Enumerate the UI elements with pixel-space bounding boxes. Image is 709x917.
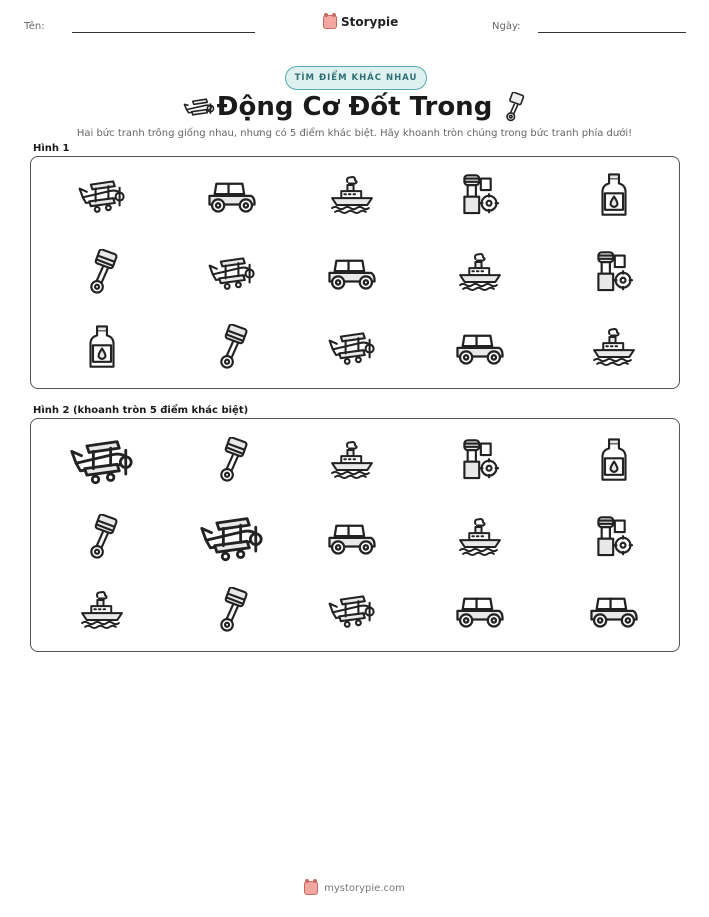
instructions: Hai bức tranh trông giống nhau, nhưng có 5 điểm khác biệt. Hãy khoanh tròn chúng trong bức tranh phía dưới! [76, 128, 633, 139]
car-icon[interactable] [206, 175, 258, 215]
piston-icon[interactable] [214, 437, 250, 483]
boat-icon[interactable] [591, 327, 637, 367]
airplane-icon[interactable] [69, 433, 135, 487]
brand-logo [323, 15, 398, 29]
boat-icon[interactable] [457, 517, 503, 557]
engine-icon[interactable] [459, 172, 501, 218]
piston-icon[interactable] [214, 324, 250, 370]
car-icon[interactable] [454, 590, 506, 630]
brand-name: Storypie [341, 15, 399, 29]
date-line[interactable] [538, 32, 686, 33]
footer [0, 881, 709, 895]
footer-bear-icon [304, 881, 318, 895]
car-icon[interactable] [326, 517, 378, 557]
car-icon[interactable] [588, 590, 640, 630]
airplane-icon[interactable] [328, 327, 376, 367]
title-airplane-icon [183, 94, 215, 120]
engine-icon[interactable] [459, 437, 501, 483]
activity-badge: TÌM ĐIỂM KHÁC NHAU [285, 66, 427, 90]
car-icon[interactable] [454, 327, 506, 367]
boat-icon[interactable] [457, 252, 503, 292]
piston-icon[interactable] [84, 514, 120, 560]
name-label: Tên: [24, 21, 45, 32]
oil-bottle-icon[interactable] [599, 172, 629, 218]
page-title: Động Cơ Đốt Trong [216, 92, 493, 122]
airplane-icon[interactable] [199, 510, 265, 564]
piston-icon[interactable] [214, 587, 250, 633]
oil-bottle-icon[interactable] [87, 324, 117, 370]
boat-icon[interactable] [79, 590, 125, 630]
footer-url[interactable]: mystorypie.com [324, 882, 405, 894]
airplane-icon[interactable] [328, 590, 376, 630]
name-line[interactable] [72, 32, 255, 33]
picture2-label: Hình 2 (khoanh tròn 5 điểm khác biệt) [33, 405, 249, 416]
picture1-label: Hình 1 [33, 143, 70, 154]
bear-icon [323, 15, 337, 29]
piston-icon[interactable] [84, 249, 120, 295]
date-label: Ngày: [492, 21, 521, 32]
engine-icon[interactable] [593, 249, 635, 295]
engine-icon[interactable] [593, 514, 635, 560]
car-icon[interactable] [326, 252, 378, 292]
title-piston-icon [503, 92, 525, 122]
airplane-icon[interactable] [78, 175, 126, 215]
boat-icon[interactable] [329, 440, 375, 480]
boat-icon[interactable] [329, 175, 375, 215]
oil-bottle-icon[interactable] [599, 437, 629, 483]
airplane-icon[interactable] [208, 252, 256, 292]
